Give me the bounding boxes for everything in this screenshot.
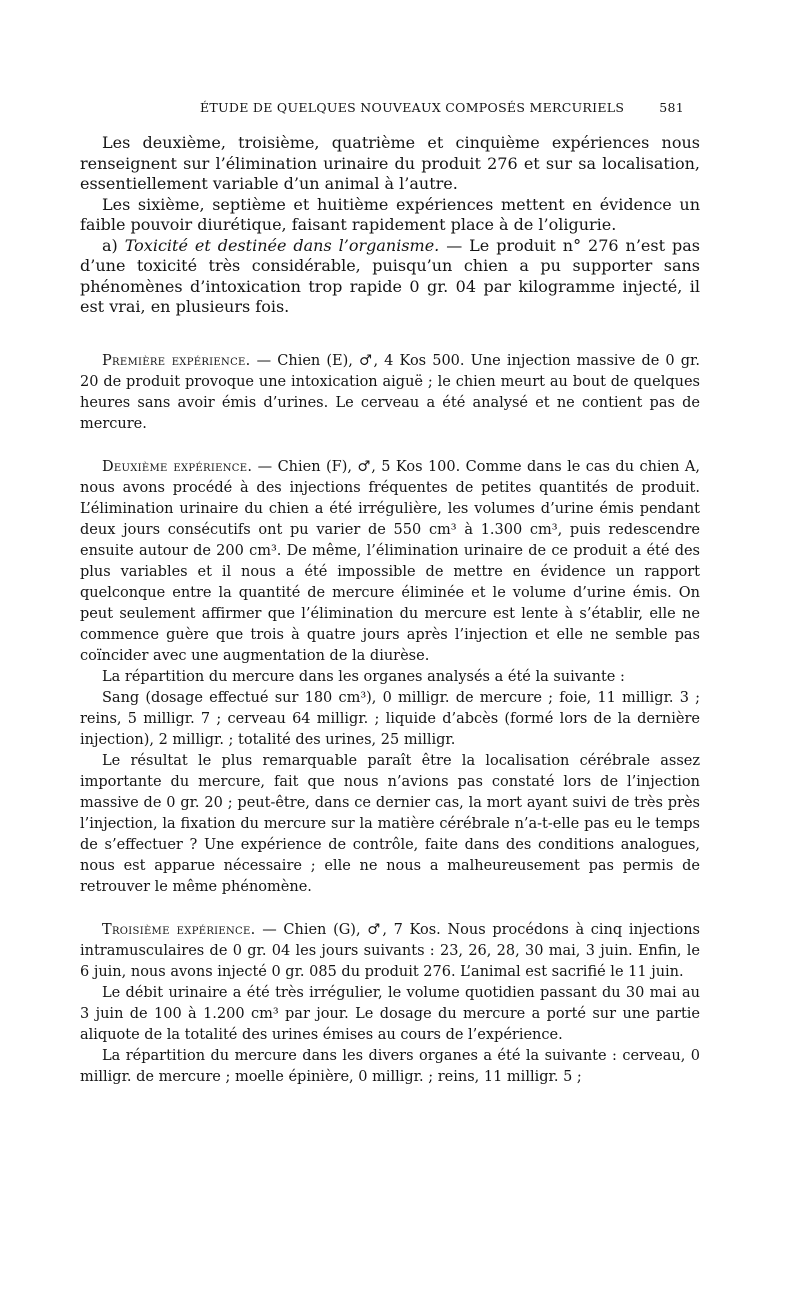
page-header bbox=[80, 100, 684, 124]
experiment-1 bbox=[80, 351, 700, 435]
paragraph-diuretique: Les sixième, septième et huitième expériences mettent en évidence un faible pouvoir diurétique, faisant rapidement place à de l’oligurie. bbox=[80, 194, 700, 234]
experiment-3-text: — Chien (G), ♂, 7 Kos. Nous procédons à cinq injections intramusculaires de 0 gr. 04 les jours suivants : 23, 26, 28, 30 mai, 3 juin. Enfin, le 6 juin, nous avons injecté 0 gr. 085 du produit 276. L’animal est sacrifié le 11 juin. bbox=[80, 921, 700, 980]
experiment-3-repartition: La répartition du mercure dans les divers organes a été la suivante : cerveau, 0 milligr. de mercure ; moelle épinière, 0 milligr. ; reins, 11 milligr. 5 ; bbox=[80, 1047, 700, 1085]
paragraph-elimination: Les deuxième, troisième, quatrième et cinquième expériences nous renseignent sur l’élimination urinaire du produit 276 et sur sa localisation, essentiellement variable d’un animal à l’autre. bbox=[80, 133, 700, 193]
experiment-2-values: Sang (dosage effectué sur 180 cm³), 0 milligr. de mercure ; foie, 11 milligr. 3 ; reins, 5 milligr. 7 ; cerveau 64 milligr. ; liquide d’abcès (formé lors de la dernière injection), 2 milligr. ; totalité des urines, 25 milligr. bbox=[80, 689, 700, 748]
experiment-3 bbox=[80, 920, 700, 983]
page-number: 581 bbox=[659, 100, 684, 115]
section-heading-toxicite: Toxicité et destinée dans l’organisme. bbox=[124, 235, 440, 255]
toxicite-text: — Le produit n° 276 n’est pas d’une toxicité très considérable, puisqu’un chien a pu supporter sans phénomènes d’intoxication trop rapide 0 gr. 04 par kilogramme injecté, il est vrai, en plusieurs fois. bbox=[80, 235, 700, 316]
experiment-2-repartition: La répartition du mercure dans les organes analysés a été la suivante : bbox=[102, 668, 625, 685]
experiments-block bbox=[80, 351, 700, 1088]
experiment-2 bbox=[80, 457, 700, 667]
experiment-3-label: Troisième expérience. bbox=[102, 921, 256, 938]
experiment-2-conclusion: Le résultat le plus remarquable paraît être la localisation cérébrale assez importante du mercure, fait que nous n’avions pas constaté lors de l’injection massive de 0 gr. 20 ; peut-être, dans ce dernier cas, la mort ayant suivi de très près l’injection, la fixation du mercure sur la matière cérébrale n’a-t-elle pas eu le temps de s’effectuer ? Une expérience de contrôle, faite dans des conditions analogues, nous est apparue nécessaire ; elle ne nous a malheureusement pas permis de retrouver le même phénomène. bbox=[80, 752, 700, 895]
paragraph-toxicite bbox=[80, 236, 700, 318]
section-marker: a) bbox=[102, 235, 118, 255]
body-text bbox=[80, 133, 700, 1088]
experiment-2-text: — Chien (F), ♂, 5 Kos 100. Comme dans le cas du chien A, nous avons procédé à des injections fréquentes de petites quantités de produit. L’élimination urinaire du chien a été irrégulière, les volumes d’urine émis pendant deux jours consécutifs ont pu varier de 550 cm³ à 1.300 cm³, puis redescendre ensuite autour de 200 cm³. De même, l’élimination urinaire de ce produit a été des plus variables et il nous a été impossible de mettre en évidence un rapport quelconque entre la quantité de mercure éliminée et le volume d’urine émis. On peut seulement affirmer que l’élimination du mercure est lente à s’établir, elle ne commence guère que trois à quatre jours après l’injection et elle ne semble pas coïncider avec une augmentation de la diurèse. bbox=[80, 458, 700, 664]
experiment-1-text: — Chien (E), ♂, 4 Kos 500. Une injection massive de 0 gr. 20 de produit provoque une intoxication aiguë ; le chien meurt au bout de quelques heures sans avoir émis d’urines. Le cerveau a été analysé et ne contient pas de mercure. bbox=[80, 352, 700, 432]
experiment-2-label: Deuxième expérience. bbox=[102, 458, 253, 475]
running-title: ÉTUDE DE QUELQUES NOUVEAUX COMPOSÉS MERCURIELS bbox=[200, 100, 625, 115]
experiment-1-label: Première expérience. bbox=[102, 352, 251, 369]
experiment-3-debit: Le débit urinaire a été très irrégulier, le volume quotidien passant du 30 mai au 3 juin de 100 à 1.200 cm³ par jour. Le dosage du mercure a porté sur une partie aliquote de la totalité des urines émises au cours de l’expérience. bbox=[80, 984, 700, 1043]
